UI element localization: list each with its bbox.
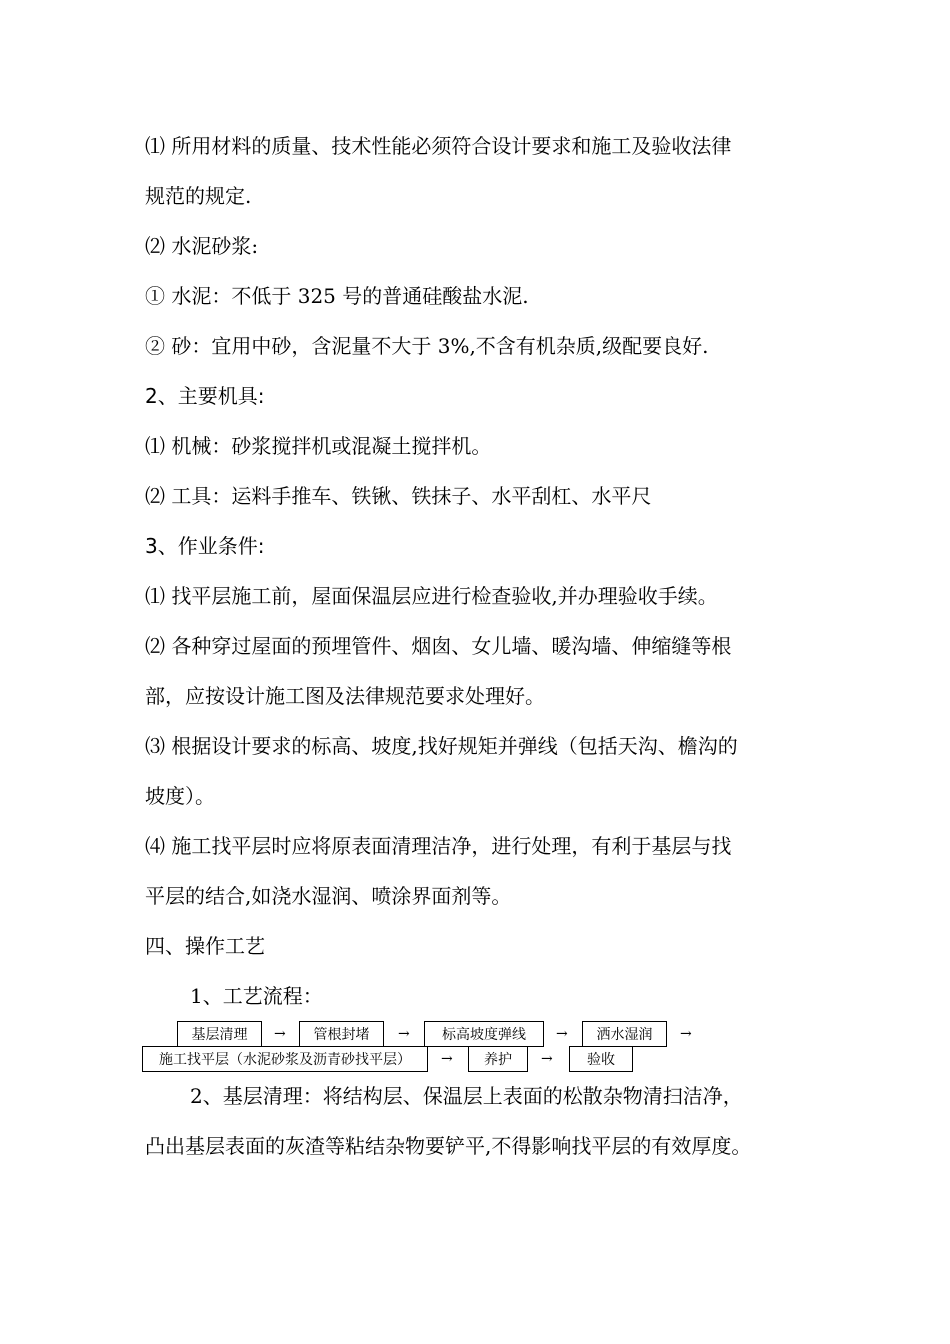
- line-p11b: 坡度）。: [145, 784, 215, 808]
- flow-arrow-5: →: [441, 1051, 453, 1067]
- line-p8: 3、作业条件:: [145, 534, 265, 558]
- flow-arrow-6: →: [541, 1051, 553, 1067]
- flow-arrow-4: →: [680, 1026, 692, 1042]
- flow-box-6: 养护: [468, 1046, 528, 1072]
- line-p10b: 部，应按设计施工图及法律规范要求处理好。: [145, 684, 545, 708]
- flow-box-2: 管根封堵: [299, 1021, 384, 1047]
- flow-arrow-3: →: [556, 1026, 568, 1042]
- line-p4: ② 砂：宜用中砂，含泥量不大于 3%,不含有机杂质,级配要良好.: [145, 334, 709, 358]
- line-p12a: ⑷ 施工找平层时应将原表面清理洁净，进行处理，有利于基层与找: [145, 834, 732, 858]
- flow-arrow-2: →: [398, 1026, 410, 1042]
- line-p10a: ⑵ 各种穿过屋面的预埋管件、烟囱、女儿墙、暖沟墙、伸缩缝等根: [145, 634, 732, 658]
- flow-box-4: 洒水湿润: [582, 1021, 667, 1047]
- line-p11a: ⑶ 根据设计要求的标高、坡度,找好规矩并弹线（包括天沟、檐沟的: [145, 734, 738, 758]
- flow-box-7: 验收: [569, 1046, 633, 1072]
- flow-box-1: 基层清理: [177, 1021, 262, 1047]
- line-p13b: 凸出基层表面的灰渣等粘结杂物要铲平,不得影响找平层的有效厚度。: [145, 1134, 752, 1158]
- flow-box-3: 标高坡度弹线: [424, 1021, 544, 1047]
- section-heading: 四、操作工艺: [145, 934, 265, 958]
- line-p6: ⑴ 机械：砂浆搅拌机或混凝土搅拌机。: [145, 434, 492, 458]
- line-p1a: ⑴ 所用材料的质量、技术性能必须符合设计要求和施工及验收法律: [145, 134, 732, 158]
- line-p12b: 平层的结合,如浇水湿润、喷涂界面剂等。: [145, 884, 512, 908]
- line-p1b: 规范的规定.: [145, 184, 252, 208]
- line-p7: ⑵ 工具：运料手推车、铁锹、铁抹子、水平刮杠、水平尺: [145, 484, 652, 508]
- line-p3: ① 水泥：不低于 325 号的普通硅酸盐水泥.: [145, 284, 529, 308]
- line-p9: ⑴ 找平层施工前，屋面保温层应进行检查验收,并办理验收手续。: [145, 584, 718, 608]
- line-p13a: 2、基层清理：将结构层、保温层上表面的松散杂物清扫洁净，: [190, 1084, 743, 1108]
- flow-box-5: 施工找平层（水泥砂浆及沥青砂找平层）: [142, 1046, 428, 1072]
- line-p5: 2、主要机具:: [145, 384, 265, 408]
- flow-arrow-1: →: [274, 1026, 286, 1042]
- flow-title: 1、工艺流程：: [190, 984, 323, 1008]
- line-p2: ⑵ 水泥砂浆:: [145, 234, 259, 258]
